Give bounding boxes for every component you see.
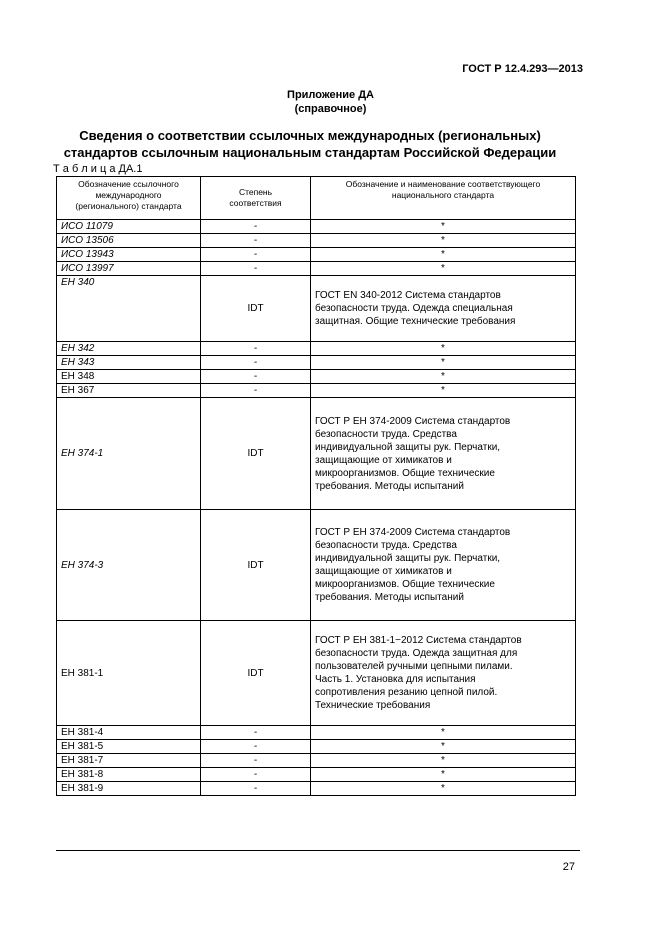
national-line: безопасности труда. Средства bbox=[315, 540, 457, 551]
national-cell: * bbox=[311, 248, 576, 262]
national-line: требования. Методы испытаний bbox=[315, 592, 464, 603]
degree-cell: IDT bbox=[201, 621, 311, 726]
degree-cell: IDT bbox=[201, 276, 311, 342]
reference-cell: ЕН 381-1 bbox=[57, 621, 201, 726]
national-cell: * bbox=[311, 262, 576, 276]
table-row bbox=[57, 356, 576, 370]
national-line: ГОСТ Р ЕН 374-2009 Система стандартов bbox=[315, 527, 511, 538]
footer-divider bbox=[56, 850, 580, 851]
document-title bbox=[60, 127, 560, 161]
degree-cell: - bbox=[201, 782, 311, 796]
reference-cell: ЕН 381-7 bbox=[57, 754, 201, 768]
national-cell: * bbox=[311, 370, 576, 384]
column-header-national bbox=[311, 177, 576, 220]
table-row bbox=[57, 262, 576, 276]
degree-cell: - bbox=[201, 384, 311, 398]
national-cell: * bbox=[311, 342, 576, 356]
table-caption: Т а б л и ц а ДА.1 bbox=[53, 163, 143, 175]
table-row bbox=[57, 782, 576, 796]
national-line: микроорганизмов. Общие технические bbox=[315, 579, 495, 590]
reference-cell: ЕН 343 bbox=[57, 356, 201, 370]
degree-cell: IDT bbox=[201, 510, 311, 621]
reference-cell: ЕН 342 bbox=[57, 342, 201, 356]
column-header-line: Степень bbox=[238, 187, 273, 197]
national-line: микроорганизмов. Общие технические bbox=[315, 467, 495, 479]
table-row bbox=[57, 384, 576, 398]
table-row bbox=[57, 220, 576, 234]
degree-cell: - bbox=[201, 220, 311, 234]
degree-cell: - bbox=[201, 248, 311, 262]
table-row bbox=[57, 740, 576, 754]
reference-cell: ЕН 374-1 bbox=[57, 398, 201, 510]
national-line: пользователей ручными цепными пилами. bbox=[315, 661, 513, 672]
national-line: защитная. Общие технические требования bbox=[315, 316, 516, 327]
degree-cell: - bbox=[201, 262, 311, 276]
reference-cell: ЕН 348 bbox=[57, 370, 201, 384]
reference-cell: ЕН 381-4 bbox=[57, 726, 201, 740]
national-cell bbox=[311, 621, 576, 726]
national-line: безопасности труда. Одежда защитная для bbox=[315, 648, 518, 659]
national-cell: * bbox=[311, 384, 576, 398]
table-row bbox=[57, 621, 576, 726]
degree-cell: IDT bbox=[201, 398, 311, 510]
reference-cell: ИСО 13943 bbox=[57, 248, 201, 262]
degree-cell: - bbox=[201, 356, 311, 370]
national-line: индивидуальной защиты рук. Перчатки, bbox=[315, 441, 501, 453]
reference-cell: ЕН 340 bbox=[57, 276, 201, 342]
degree-cell: - bbox=[201, 234, 311, 248]
national-cell: * bbox=[311, 356, 576, 370]
national-cell: * bbox=[311, 740, 576, 754]
reference-cell: ИСО 13506 bbox=[57, 234, 201, 248]
column-header-line: (регионального) стандарта bbox=[75, 201, 182, 211]
column-header-degree bbox=[201, 177, 311, 220]
table-row bbox=[57, 342, 576, 356]
national-cell bbox=[311, 276, 576, 342]
column-header-reference bbox=[57, 177, 201, 220]
reference-cell: ЕН 367 bbox=[57, 384, 201, 398]
degree-cell: - bbox=[201, 726, 311, 740]
table-row bbox=[57, 398, 576, 510]
national-cell bbox=[311, 398, 576, 510]
column-header-line: национального стандарта bbox=[391, 190, 495, 200]
national-cell bbox=[311, 510, 576, 621]
national-line: требования. Методы испытаний bbox=[315, 480, 464, 492]
table-row bbox=[57, 370, 576, 384]
reference-cell: ИСО 13997 bbox=[57, 262, 201, 276]
table-row bbox=[57, 510, 576, 621]
degree-cell: - bbox=[201, 754, 311, 768]
national-cell: * bbox=[311, 782, 576, 796]
national-line: ГОСТ Р ЕН 381-1−2012 Система стандартов bbox=[315, 635, 522, 646]
national-line: сопротивления резанию цепной пилой. bbox=[315, 687, 498, 698]
document-title-line2: стандартов ссылочным национальным стандартам Российской Федерации bbox=[63, 145, 557, 160]
national-line: индивидуальной защиты рук. Перчатки, bbox=[315, 553, 501, 564]
reference-cell: ЕН 374-3 bbox=[57, 510, 201, 621]
degree-cell: - bbox=[201, 370, 311, 384]
national-cell: * bbox=[311, 220, 576, 234]
reference-cell: ЕН 381-8 bbox=[57, 768, 201, 782]
appendix-heading bbox=[0, 88, 661, 116]
national-cell: * bbox=[311, 754, 576, 768]
document-title-line1: Сведения о соответствии ссылочных международных (региональных) bbox=[79, 128, 541, 143]
national-line: Технические требования bbox=[315, 700, 431, 711]
national-line: защищающие от химикатов и bbox=[315, 566, 452, 577]
table-row bbox=[57, 276, 576, 342]
column-header-line: Обозначение и наименование соответствующего bbox=[345, 179, 541, 189]
appendix-note: (справочное) bbox=[294, 103, 367, 115]
national-line: безопасности труда. Одежда специальная bbox=[315, 303, 513, 314]
national-cell: * bbox=[311, 726, 576, 740]
document-code: ГОСТ Р 12.4.293—2013 bbox=[462, 63, 583, 75]
page-number: 27 bbox=[562, 861, 575, 873]
table-row bbox=[57, 768, 576, 782]
national-line: защищающие от химикатов и bbox=[315, 454, 452, 466]
column-header-line: международного bbox=[95, 190, 162, 200]
national-cell: * bbox=[311, 234, 576, 248]
column-header-line: соответствия bbox=[229, 198, 282, 208]
table-row bbox=[57, 726, 576, 740]
table-row bbox=[57, 248, 576, 262]
degree-cell: - bbox=[201, 740, 311, 754]
table-row bbox=[57, 234, 576, 248]
national-line: безопасности труда. Средства bbox=[315, 428, 457, 440]
correspondence-table bbox=[56, 176, 576, 796]
reference-cell: ЕН 381-9 bbox=[57, 782, 201, 796]
national-line: ГОСТ Р ЕН 374-2009 Система стандартов bbox=[315, 415, 511, 427]
appendix-title: Приложение ДА bbox=[287, 89, 374, 101]
column-header-line: Обозначение ссылочного bbox=[78, 179, 179, 189]
reference-cell: ЕН 381-5 bbox=[57, 740, 201, 754]
degree-cell: - bbox=[201, 768, 311, 782]
national-line: ГОСТ EN 340-2012 Система стандартов bbox=[315, 290, 501, 301]
national-cell: * bbox=[311, 768, 576, 782]
degree-cell: - bbox=[201, 342, 311, 356]
national-line: Часть 1. Установка для испытания bbox=[315, 674, 476, 685]
reference-cell: ИСО 11079 bbox=[57, 220, 201, 234]
table-row bbox=[57, 754, 576, 768]
